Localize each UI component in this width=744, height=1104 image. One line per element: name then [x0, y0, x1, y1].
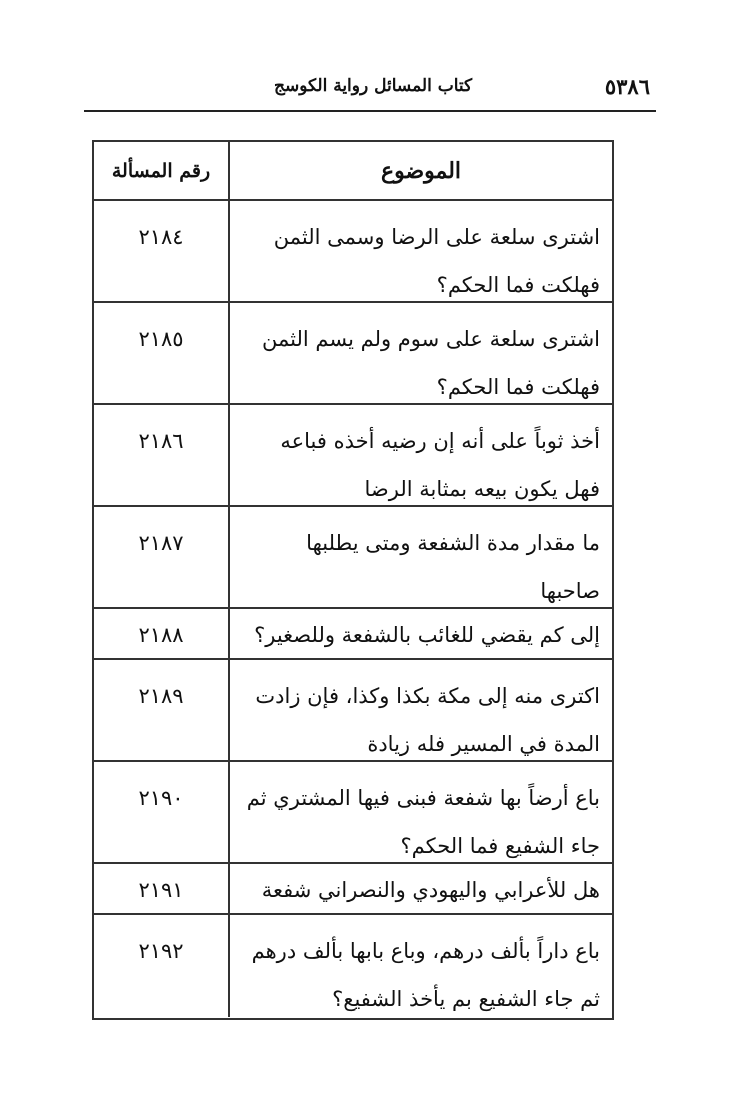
topic-cell: هل للأعرابي واليهودي والنصراني شفعة [228, 864, 612, 913]
issue-number-cell: ٢١٩١ [138, 878, 184, 902]
topic-cell: باع داراً بألف درهم، وباع بابها بألف درهم ثم جاء الشفيع بم يأخذ الشفيع؟ [228, 915, 612, 1017]
table-row [94, 201, 612, 303]
topic-cell: باع أرضاً بها شفعة فبنى فيها المشتري ثم جاء الشفيع فما الحكم؟ [228, 762, 612, 862]
topic-cell: إلى كم يقضي للغائب بالشفعة وللصغير؟ [228, 609, 612, 658]
issue-number-cell: ٢١٨٥ [138, 327, 184, 351]
issue-number-cell: ٢١٨٩ [138, 684, 184, 708]
book-title: كتاب المسائل رواية الكوسج [274, 76, 473, 96]
table-row [94, 303, 612, 405]
table-row [94, 507, 612, 609]
table-row [94, 405, 612, 507]
page-header [84, 68, 656, 112]
column-header-topic: الموضوع [228, 142, 612, 199]
issue-number-cell: ٢١٨٧ [138, 531, 184, 555]
table-header-row [94, 142, 612, 201]
topic-cell: اشترى سلعة على الرضا وسمى الثمن فهلكت فما الحكم؟ [228, 201, 612, 301]
issue-number-cell: ٢١٩٠ [138, 786, 184, 810]
topic-cell: ما مقدار مدة الشفعة ومتى يطلبها صاحبها [228, 507, 612, 607]
table-row [94, 915, 612, 1017]
issue-number-cell: ٢١٨٨ [138, 623, 184, 647]
topics-table [92, 140, 614, 1020]
table-row [94, 864, 612, 915]
issue-number-cell: ٢١٩٢ [138, 939, 184, 963]
page-number: ٥٣٨٦ [604, 74, 650, 99]
topic-cell: اشترى سلعة على سوم ولم يسم الثمن فهلكت فما الحكم؟ [228, 303, 612, 403]
topic-cell: أخذ ثوباً على أنه إن رضيه أخذه فباعه فهل يكون بيعه بمثابة الرضا [228, 405, 612, 505]
column-header-number: رقم المسألة [111, 159, 211, 182]
issue-number-cell: ٢١٨٤ [138, 225, 184, 249]
table-row [94, 762, 612, 864]
issue-number-cell: ٢١٨٦ [138, 429, 184, 453]
table-row [94, 609, 612, 660]
topic-cell: اكترى منه إلى مكة بكذا وكذا، فإن زادت المدة في المسير فله زيادة [228, 660, 612, 760]
table-row [94, 660, 612, 762]
